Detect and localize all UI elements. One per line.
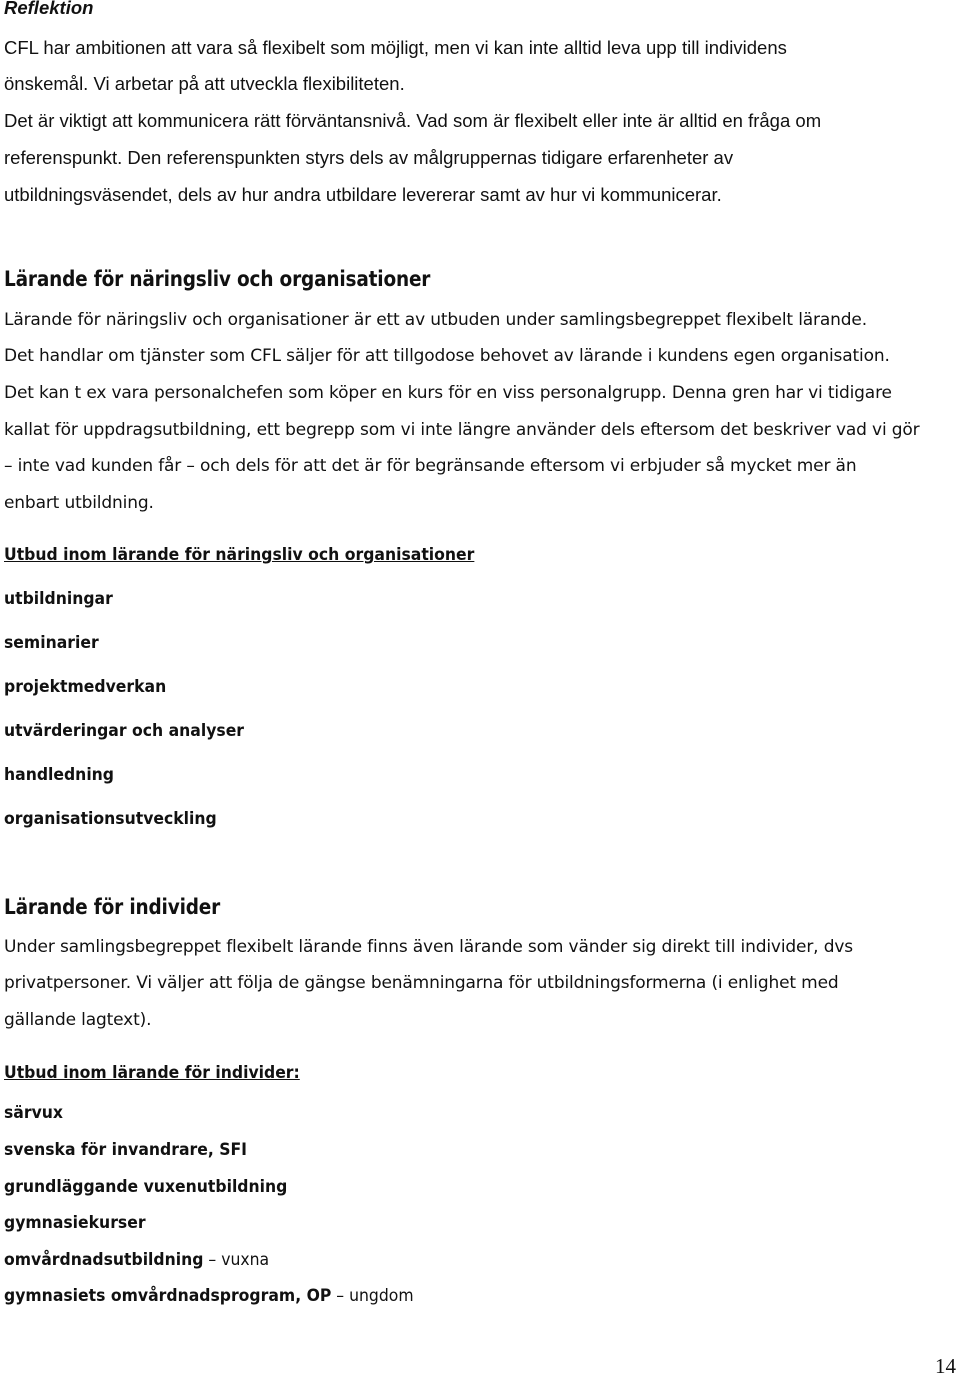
paragraph-line: referenspunkt. Den referenspunkten styrs dels av målgruppernas tidigare erfarenheter av bbox=[4, 147, 734, 168]
paragraph-line: önskemål. Vi arbetar på att utveckla flexibiliteten. bbox=[4, 73, 405, 94]
list-item: organisationsutveckling bbox=[4, 809, 217, 829]
paragraph-line: utbildningsväsendet, dels av hur andra utbildare levererar samt av hur vi kommunicerar. bbox=[4, 184, 722, 205]
list-item: utvärderingar och analyser bbox=[4, 721, 245, 741]
paragraph-line: enbart utbildning. bbox=[4, 493, 154, 513]
list-item: seminarier bbox=[4, 633, 99, 653]
list-item: grundläggande vuxenutbildning bbox=[4, 1177, 288, 1197]
paragraph-line: Det är viktigt att kommunicera rätt förväntansnivå. Vad som är flexibelt eller inte är alltid en fråga om bbox=[4, 110, 822, 131]
list-item: gymnasiekurser bbox=[4, 1213, 146, 1233]
list-item: omvårdnadsutbildning – vuxna bbox=[4, 1250, 270, 1270]
list-item: särvux bbox=[4, 1103, 63, 1123]
utbud-heading-individer: Utbud inom lärande för individer: bbox=[4, 1063, 300, 1083]
paragraph-line: Lärande för näringsliv och organisationer är ett av utbuden under samlingsbegreppet flexibelt lärande. bbox=[4, 310, 867, 330]
paragraph-line: CFL har ambitionen att vara så flexibelt som möjligt, men vi kan inte alltid leva upp till individens bbox=[4, 37, 787, 58]
paragraph-line: kallat för uppdragsutbildning, ett begrepp som vi inte längre använder dels eftersom det beskriver vad vi gör bbox=[4, 420, 920, 440]
paragraph-line: gällande lagtext). bbox=[4, 1010, 152, 1030]
list-item: svenska för invandrare, SFI bbox=[4, 1140, 247, 1160]
page-number: 14 bbox=[935, 1354, 956, 1378]
paragraph-line: Det kan t ex vara personalchefen som köper en kurs för en viss personalgrupp. Denna gren har vi tidigare bbox=[4, 383, 892, 403]
section-heading-naringsliv: Lärande för näringsliv och organisationer bbox=[4, 267, 431, 291]
utbud-heading-naringsliv: Utbud inom lärande för näringsliv och organisationer bbox=[4, 545, 475, 565]
paragraph-line: – inte vad kunden får – och dels för att det är för begränsande eftersom vi erbjuder så mycket mer än bbox=[4, 456, 857, 476]
list-item: gymnasiets omvårdnadsprogram, OP – ungdom bbox=[4, 1286, 414, 1306]
list-item: handledning bbox=[4, 765, 115, 785]
paragraph-line: privatpersoner. Vi väljer att följa de gängse benämningarna för utbildningsformerna (i enlighet med bbox=[4, 973, 839, 993]
section-heading-individer: Lärande för individer bbox=[4, 895, 221, 919]
paragraph-line: Under samlingsbegreppet flexibelt lärande finns även lärande som vänder sig direkt till individer, dvs bbox=[4, 937, 853, 957]
paragraph-line: Det handlar om tjänster som CFL säljer för att tillgodose behovet av lärande i kundens egen organisation. bbox=[4, 346, 890, 366]
list-item: projektmedverkan bbox=[4, 677, 167, 697]
list-item: utbildningar bbox=[4, 589, 113, 609]
section-heading-reflektion: Reflektion bbox=[4, 0, 94, 18]
